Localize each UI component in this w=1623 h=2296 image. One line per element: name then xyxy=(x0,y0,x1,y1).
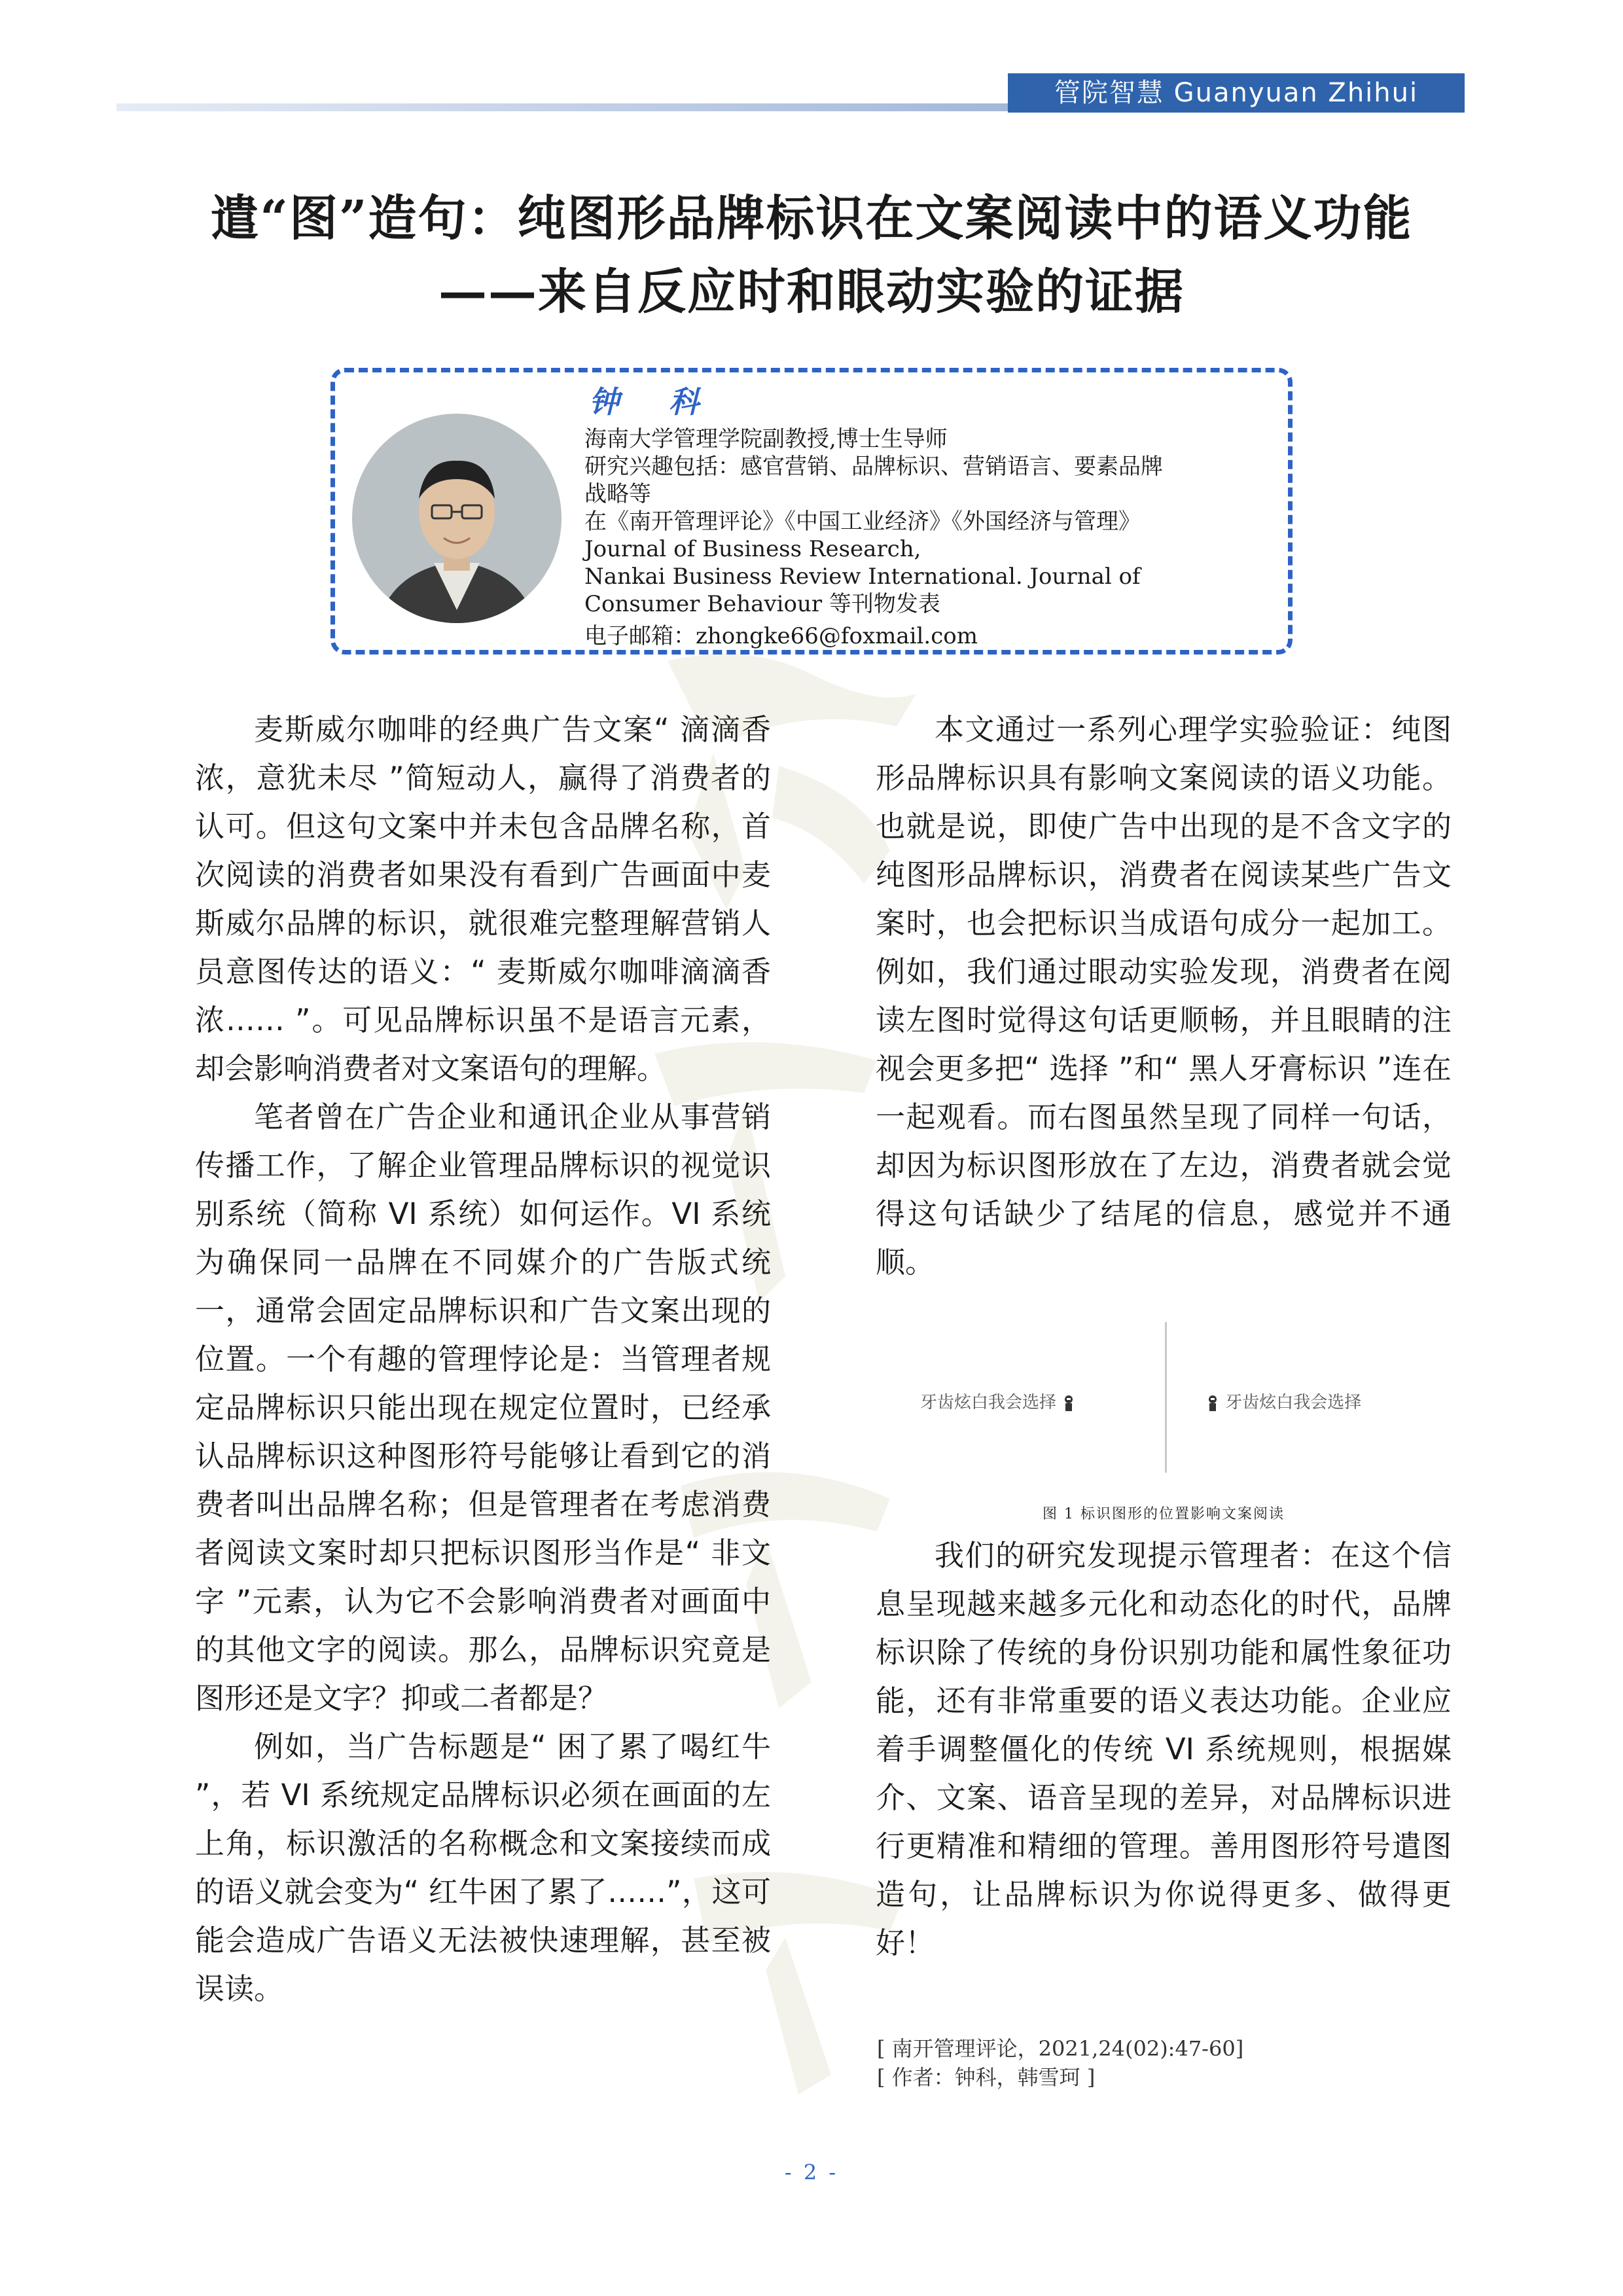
bio-line: 战略等 xyxy=(584,481,651,507)
author-email[interactable]: 电子邮箱：zhongke66@foxmail.com xyxy=(584,623,978,649)
brand-logo-icon xyxy=(1205,1395,1220,1412)
bio-line: Journal of Business Research, xyxy=(584,536,921,562)
bio-line: 研究兴趣包括：感官营销、品牌标识、营销语言、要素品牌 xyxy=(584,454,1163,480)
reference xyxy=(877,2034,1243,2092)
bio-line: 在《南开管理评论》《中国工业经济》《外国经济与管理》 xyxy=(584,509,1141,535)
figure-1 xyxy=(903,1322,1453,1473)
brand-logo-icon xyxy=(1061,1395,1076,1412)
figure-divider xyxy=(1165,1322,1167,1473)
article-title xyxy=(98,182,1525,329)
reference-source: [ 南开管理评论，2021,24(02):47-60] xyxy=(877,2036,1244,2061)
author-bio xyxy=(584,425,1278,618)
paragraph: 笔者曾在广告企业和通讯企业从事营销传播工作，了解企业管理品牌标识的视觉识别系统（简称 VI 系统）如何运作。VI 系统为确保同一品牌在不同媒介的广告版式统一，通常会固定品牌标识和广告文案出现的位置。一个有趣的管理悖论是：当管理者规定品牌标识只能出现在规定位置时，已经承认品牌标识这种图形符号能够让看到它的消费者叫出品牌名称；但是管理者在考虑消费者阅读文案时却只把标识图形当作是“ 非文字 ”元素，认为它不会影响消费者对画面中的其他文字的阅读。那么，品牌标识究竟是图形还是文字？抑或二者都是？ xyxy=(195,1100,771,1715)
reference-authors: [ 作者：钟科，韩雪珂 ] xyxy=(877,2065,1096,2090)
bio-line: Consumer Behaviour 等刊物发表 xyxy=(584,591,940,617)
right-column xyxy=(876,706,1452,1287)
author-name: 钟 科 xyxy=(589,384,719,420)
figure-right-panel xyxy=(1205,1389,1361,1413)
left-column xyxy=(195,706,771,2013)
right-column-continued xyxy=(876,1532,1452,1967)
section-tab: 管院智慧 Guanyuan Zhihui xyxy=(1008,73,1465,113)
figure-right-text: 牙齿炫白我会选择 xyxy=(1225,1393,1362,1412)
paragraph: 本文通过一系列心理学实验验证：纯图形品牌标识具有影响文案阅读的语义功能。也就是说，即使广告中出现的是不含文字的纯图形品牌标识，消费者在阅读某些广告文案时，也会把标识当成语句成分一起加工。例如，我们通过眼动实验发现，消费者在阅读左图时觉得这句话更顺畅，并且眼睛的注视会更多把“ 选择 ”和“ 黑人牙膏标识 ”连在一起观看。而右图虽然呈现了同样一句话，却因为标识图形放在了左边，消费者就会觉得这句话缺少了结尾的信息，感觉并不通顺。 xyxy=(876,712,1452,1280)
figure-caption: 图 1 标识图形的位置影响文案阅读 xyxy=(1043,1506,1285,1522)
paragraph: 麦斯威尔咖啡的经典广告文案“ 滴滴香浓，意犹未尽 ”简短动人，赢得了消费者的认可。但这句文案中并未包含品牌名称，首次阅读的消费者如果没有看到广告画面中麦斯威尔品牌的标识，就很难完整理解营销人员意图传达的语义：“ 麦斯威尔咖啡滴滴香浓…… ”。可见品牌标识虽不是语言元素，却会影响消费者对文案语句的理解。 xyxy=(195,712,771,1086)
figure-left-text: 牙齿炫白我会选择 xyxy=(920,1393,1057,1412)
paragraph: 我们的研究发现提示管理者：在这个信息呈现越来越多元化和动态化的时代，品牌标识除了传统的身份识别功能和属性象征功能，还有非常重要的语义表达功能。企业应着手调整僵化的传统 VI 系统规则，根据媒介、文案、语音呈现的差异，对品牌标识进行更精准和精细的管理。善用图形符号遣图造句，让品牌标识为你说得更多、做得更好！ xyxy=(876,1538,1452,1960)
title-line-2: ——来自反应时和眼动实验的证据 xyxy=(438,264,1185,320)
paragraph: 例如，当广告标题是“ 困了累了喝红牛 ”，若 VI 系统规定品牌标识必须在画面的左上角，标识激活的名称概念和文案接续而成的语义就会变为“ 红牛困了累了……”，这可能会造成广告语义无法被快速理解，甚至被误读。 xyxy=(195,1729,771,2006)
title-line-1: 遣“图”造句：纯图形品牌标识在文案阅读中的语义功能 xyxy=(210,190,1413,247)
bio-line: Nankai Business Review International. Journal of xyxy=(584,564,1141,590)
page-number: - 2 - xyxy=(784,2160,839,2185)
figure-left-panel xyxy=(920,1389,1076,1413)
bio-line: 海南大学管理学院副教授,博士生导师 xyxy=(584,426,948,452)
author-photo xyxy=(352,414,562,623)
